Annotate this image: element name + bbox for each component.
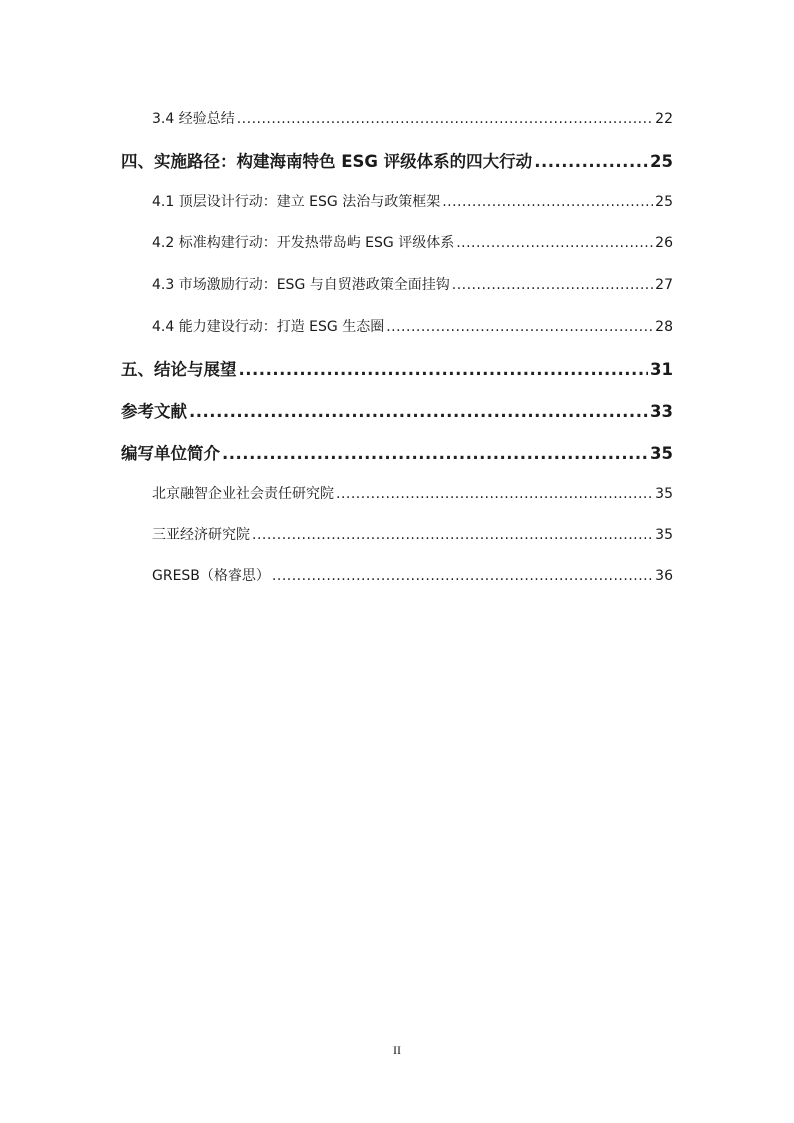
toc-entry-page: 22 [655, 111, 673, 127]
toc-entry-title: 4.3 市场激励行动：ESG 与自贸港政策全面挂钩 [152, 277, 450, 293]
dot-leader [456, 235, 653, 251]
toc-entry-page: 35 [655, 486, 673, 502]
toc-entry-chapter-4[interactable] [121, 148, 673, 172]
toc-entry-title: GRESB（格睿思） [152, 568, 270, 584]
dot-leader [272, 568, 653, 584]
toc-entry-title: 4.2 标准构建行动：开发热带岛屿 ESG 评级体系 [152, 235, 455, 251]
toc-entry-4-4[interactable] [152, 316, 673, 336]
dot-leader [452, 277, 653, 293]
toc-entry-4-2[interactable] [152, 232, 673, 252]
dot-leader [189, 402, 648, 421]
toc-entry-page: 35 [655, 527, 673, 543]
toc-entry-title: 四、实施路径：构建海南特色 ESG 评级体系的四大行动 [121, 152, 533, 171]
dot-leader [534, 152, 648, 171]
toc-entry-page: 28 [655, 319, 673, 335]
toc-entry-org-1[interactable] [152, 483, 673, 503]
toc-entry-page: 25 [650, 152, 673, 171]
toc-entry-4-3[interactable] [152, 274, 673, 294]
dot-leader [237, 111, 653, 127]
toc-entry-title: 4.4 能力建设行动：打造 ESG 生态圈 [152, 319, 385, 335]
dot-leader [222, 444, 648, 463]
toc-entry-title: 三亚经济研究院 [152, 527, 250, 543]
toc-entry-org-3[interactable] [152, 565, 673, 585]
toc-entry-3-4[interactable] [152, 108, 673, 128]
toc-entry-page: 26 [655, 235, 673, 251]
toc-entry-title: 4.1 顶层设计行动：建立 ESG 法治与政策框架 [152, 194, 441, 210]
toc-entry-authors[interactable] [121, 440, 673, 464]
toc-entry-page: 33 [650, 402, 673, 421]
toc-entry-page: 25 [655, 194, 673, 210]
toc-entry-references[interactable] [121, 398, 673, 422]
toc-entry-org-2[interactable] [152, 524, 673, 544]
toc-entry-page: 36 [655, 568, 673, 584]
toc-entry-page: 35 [650, 444, 673, 463]
dot-leader [239, 360, 649, 379]
toc-entry-title: 五、结论与展望 [121, 360, 237, 379]
dot-leader [442, 194, 653, 210]
toc-entry-4-1[interactable] [152, 191, 673, 211]
toc-entry-chapter-5[interactable] [121, 356, 673, 380]
toc-entry-title: 参考文献 [121, 402, 187, 421]
toc-entry-title: 编写单位简介 [121, 444, 220, 463]
toc-entry-title: 北京融智企业社会责任研究院 [152, 486, 334, 502]
dot-leader [386, 319, 653, 335]
toc-entry-title: 3.4 经验总结 [152, 111, 235, 127]
dot-leader [252, 527, 653, 543]
dot-leader [336, 486, 653, 502]
toc-entry-page: 27 [655, 277, 673, 293]
page-number: II [393, 1043, 401, 1057]
toc-entry-page: 31 [650, 360, 673, 379]
